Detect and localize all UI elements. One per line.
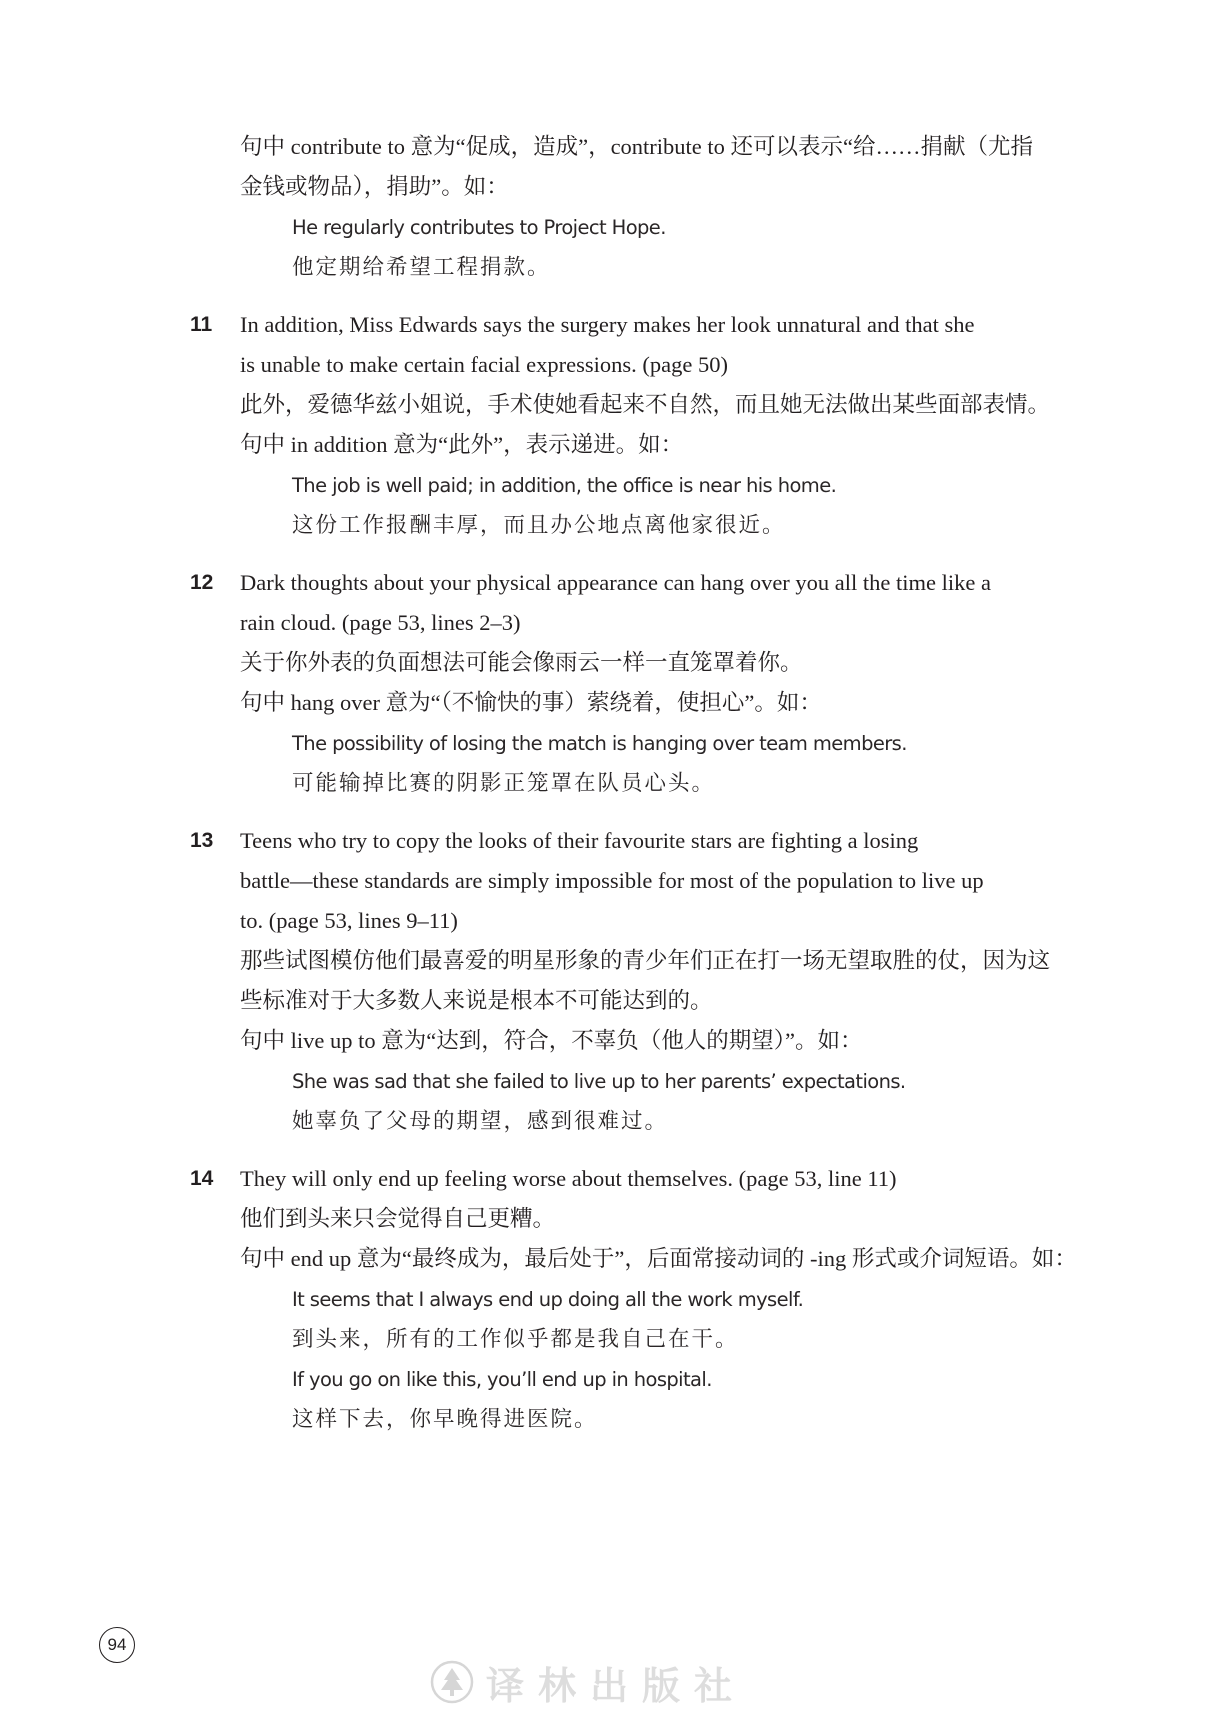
intro-note-line-1: 句中 contribute to 意为“促成，造成”，contribute to 还可以表示“给……捐献（尤指 [240, 134, 1034, 159]
item-sentence-line: They will only end up feeling worse about themselves. (page 53, line 11) [240, 1166, 897, 1191]
example-zh: 到头来，所有的工作似乎都是我自己在干。 [292, 1327, 739, 1352]
example-zh: 这份工作报酬丰厚，而且办公地点离他家很近。 [292, 513, 786, 538]
item-number: 12 [190, 571, 214, 594]
item-number: 13 [190, 829, 214, 852]
example-en: It seems that I always end up doing all the work myself. [292, 1288, 804, 1311]
publisher-logo-icon [430, 1660, 474, 1704]
example-zh: 她辜负了父母的期望，感到很难过。 [292, 1109, 669, 1134]
item-sentence-line: In addition, Miss Edwards says the surgery makes her look unnatural and that she [240, 312, 975, 337]
publisher-name: 译林出版社 [486, 1662, 747, 1708]
intro-example-en: He regularly contributes to Project Hope. [292, 216, 666, 239]
example-zh: 可能输掉比赛的阴影正笼罩在队员心头。 [292, 771, 716, 796]
item-translation-line: 他们到头来只会觉得自己更糟。 [240, 1206, 556, 1231]
example-en: The possibility of losing the match is hanging over team members. [292, 732, 907, 755]
item-sentence-line: battle—these standards are simply impossible for most of the population to live up [240, 868, 984, 893]
item-note: 句中 end up 意为“最终成为，最后处于”，后面常接动词的 -ing 形式或介词短语。如： [240, 1246, 1077, 1271]
intro-example-zh: 他定期给希望工程捐款。 [292, 255, 551, 280]
item-translation-line: 关于你外表的负面想法可能会像雨云一样一直笼罩着你。 [240, 650, 803, 675]
page-number: 94 [99, 1627, 135, 1663]
item-note: 句中 live up to 意为“达到，符合，不辜负（他人的期望）”。如： [240, 1028, 863, 1053]
publisher-watermark [430, 1658, 746, 1706]
item-translation-line: 此外，爱德华兹小姐说，手术使她看起来不自然，而且她无法做出某些面部表情。 [240, 392, 1051, 417]
example-en: She was sad that she failed to live up to her parents’ expectations. [292, 1070, 906, 1093]
item-translation-line: 那些试图模仿他们最喜爱的明星形象的青少年们正在打一场无望取胜的仗，因为这 [240, 948, 1051, 973]
item-translation-line: 些标准对于大多数人来说是根本不可能达到的。 [240, 988, 713, 1013]
item-sentence-line: Teens who try to copy the looks of their favourite stars are fighting a losing [240, 828, 919, 853]
item-note: 句中 in addition 意为“此外”，表示递进。如： [240, 432, 684, 457]
item-sentence-line: rain cloud. (page 53, lines 2–3) [240, 610, 521, 635]
item-number: 14 [190, 1167, 214, 1190]
item-note: 句中 hang over 意为“（不愉快的事）萦绕着，使担心”。如： [240, 690, 822, 715]
intro-note-line-2: 金钱或物品），捐助”。如： [240, 174, 509, 199]
item-sentence-line: is unable to make certain facial expressions. (page 50) [240, 352, 728, 377]
example-en: The job is well paid; in addition, the office is near his home. [292, 474, 837, 497]
item-number: 11 [190, 313, 213, 336]
item-sentence-line: Dark thoughts about your physical appearance can hang over you all the time like a [240, 570, 991, 595]
item-sentence-line: to. (page 53, lines 9–11) [240, 908, 458, 933]
example-zh: 这样下去，你早晚得进医院。 [292, 1407, 598, 1432]
example-en: If you go on like this, you’ll end up in hospital. [292, 1368, 712, 1391]
